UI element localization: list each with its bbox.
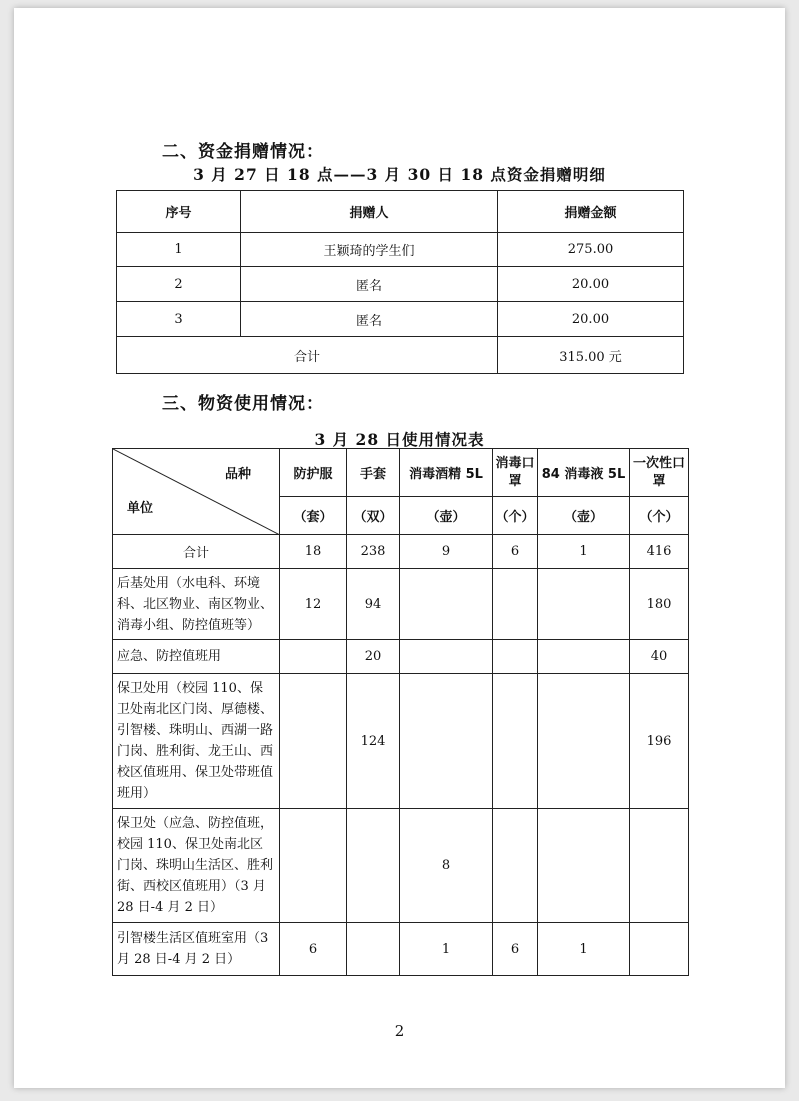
cell-value xyxy=(538,569,630,640)
cell-value: 6 xyxy=(280,923,347,976)
cell-value xyxy=(400,674,493,809)
unit-piece: （个） xyxy=(493,497,538,535)
cell-unit: 合计 xyxy=(113,535,280,569)
cell-value xyxy=(493,674,538,809)
cell-serial: 2 xyxy=(117,267,241,302)
cell-value: 9 xyxy=(400,535,493,569)
donation-table xyxy=(116,190,684,374)
table-row xyxy=(113,640,689,674)
table-total-row xyxy=(117,337,684,374)
cell-total-label: 合计 xyxy=(117,337,498,374)
cell-amount: 20.00 xyxy=(498,302,684,337)
header-disposable-mask: 一次性口罩 xyxy=(630,449,689,497)
cell-value: 1 xyxy=(538,535,630,569)
table-row xyxy=(117,302,684,337)
cell-donor: 王颖琦的学生们 xyxy=(241,233,498,267)
cell-value xyxy=(538,674,630,809)
document-page xyxy=(14,8,785,1088)
header-protective-suit: 防护服 xyxy=(280,449,347,497)
table-row xyxy=(117,233,684,267)
cell-value: 8 xyxy=(400,809,493,923)
cell-value xyxy=(630,923,689,976)
cell-donor: 匿名 xyxy=(241,302,498,337)
cell-unit: 应急、防控值班用 xyxy=(113,640,280,674)
header-84-disinfectant: 84 消毒液 5L xyxy=(538,449,630,497)
cell-value: 180 xyxy=(630,569,689,640)
page-number: 2 xyxy=(394,1022,405,1040)
cell-value xyxy=(538,640,630,674)
table-row xyxy=(113,923,689,976)
cell-value xyxy=(280,809,347,923)
cell-value: 196 xyxy=(630,674,689,809)
donation-table-header xyxy=(117,191,684,233)
cell-unit: 保卫处用（校园 110、保卫处南北区门岗、厚德楼、引智楼、珠明山、西湖一路门岗、胜利街、龙王山、西校区值班用、保卫处带班值班用） xyxy=(113,674,280,809)
donation-table-title: 3 月 27 日 18 点——3 月 30 日 18 点资金捐赠明细 xyxy=(193,165,606,184)
cell-value xyxy=(400,569,493,640)
cell-unit: 引智楼生活区值班室用（3 月 28 日-4 月 2 日） xyxy=(113,923,280,976)
corner-label-item: 品种 xyxy=(224,467,251,482)
cell-value xyxy=(347,923,400,976)
cell-value xyxy=(493,809,538,923)
unit-suit: （套） xyxy=(280,497,347,535)
usage-table-title: 3 月 28 日使用情况表 xyxy=(314,430,485,449)
header-amount: 捐赠金额 xyxy=(498,191,684,233)
section-heading-donations: 二、资金捐赠情况： xyxy=(162,142,324,162)
table-row xyxy=(113,674,689,809)
cell-value xyxy=(538,809,630,923)
header-gloves: 手套 xyxy=(347,449,400,497)
diagonal-header-cell xyxy=(113,449,280,535)
cell-serial: 1 xyxy=(117,233,241,267)
table-row xyxy=(113,535,689,569)
cell-amount: 275.00 xyxy=(498,233,684,267)
cell-value: 238 xyxy=(347,535,400,569)
cell-value: 1 xyxy=(400,923,493,976)
cell-value: 40 xyxy=(630,640,689,674)
cell-value: 6 xyxy=(493,535,538,569)
cell-value: 1 xyxy=(538,923,630,976)
cell-value: 416 xyxy=(630,535,689,569)
cell-unit: 后基处用（水电科、环境科、北区物业、南区物业、消毒小组、防控值班等） xyxy=(113,569,280,640)
usage-table xyxy=(112,448,689,976)
cell-unit: 保卫处（应急、防控值班，校园 110、保卫处南北区门岗、珠明山生活区、胜利街、西校区值班用）（3 月 28 日-4 月 2 日） xyxy=(113,809,280,923)
cell-value xyxy=(493,569,538,640)
cell-value xyxy=(400,640,493,674)
header-donor: 捐赠人 xyxy=(241,191,498,233)
unit-piece: （个） xyxy=(630,497,689,535)
header-alcohol: 消毒酒精 5L xyxy=(400,449,493,497)
cell-value: 6 xyxy=(493,923,538,976)
cell-value xyxy=(630,809,689,923)
cell-value xyxy=(280,640,347,674)
table-row xyxy=(117,267,684,302)
cell-serial: 3 xyxy=(117,302,241,337)
cell-total-amount: 315.00 元 xyxy=(498,337,684,374)
cell-donor: 匿名 xyxy=(241,267,498,302)
diagonal-line xyxy=(113,449,280,535)
cell-value xyxy=(347,809,400,923)
cell-value xyxy=(280,674,347,809)
unit-pot: （壶） xyxy=(538,497,630,535)
corner-label-unit: 单位 xyxy=(127,501,154,516)
table-row xyxy=(113,569,689,640)
cell-value: 94 xyxy=(347,569,400,640)
cell-value xyxy=(493,640,538,674)
cell-value: 124 xyxy=(347,674,400,809)
cell-value: 20 xyxy=(347,640,400,674)
cell-value: 18 xyxy=(280,535,347,569)
section-heading-supplies: 三、物资使用情况： xyxy=(162,394,324,414)
unit-pair: （双） xyxy=(347,497,400,535)
unit-pot: （壶） xyxy=(400,497,493,535)
usage-table-header-items xyxy=(113,449,689,497)
header-serial: 序号 xyxy=(117,191,241,233)
table-row xyxy=(113,809,689,923)
cell-value: 12 xyxy=(280,569,347,640)
header-disinfection-mask: 消毒口罩 xyxy=(493,449,538,497)
cell-amount: 20.00 xyxy=(498,267,684,302)
